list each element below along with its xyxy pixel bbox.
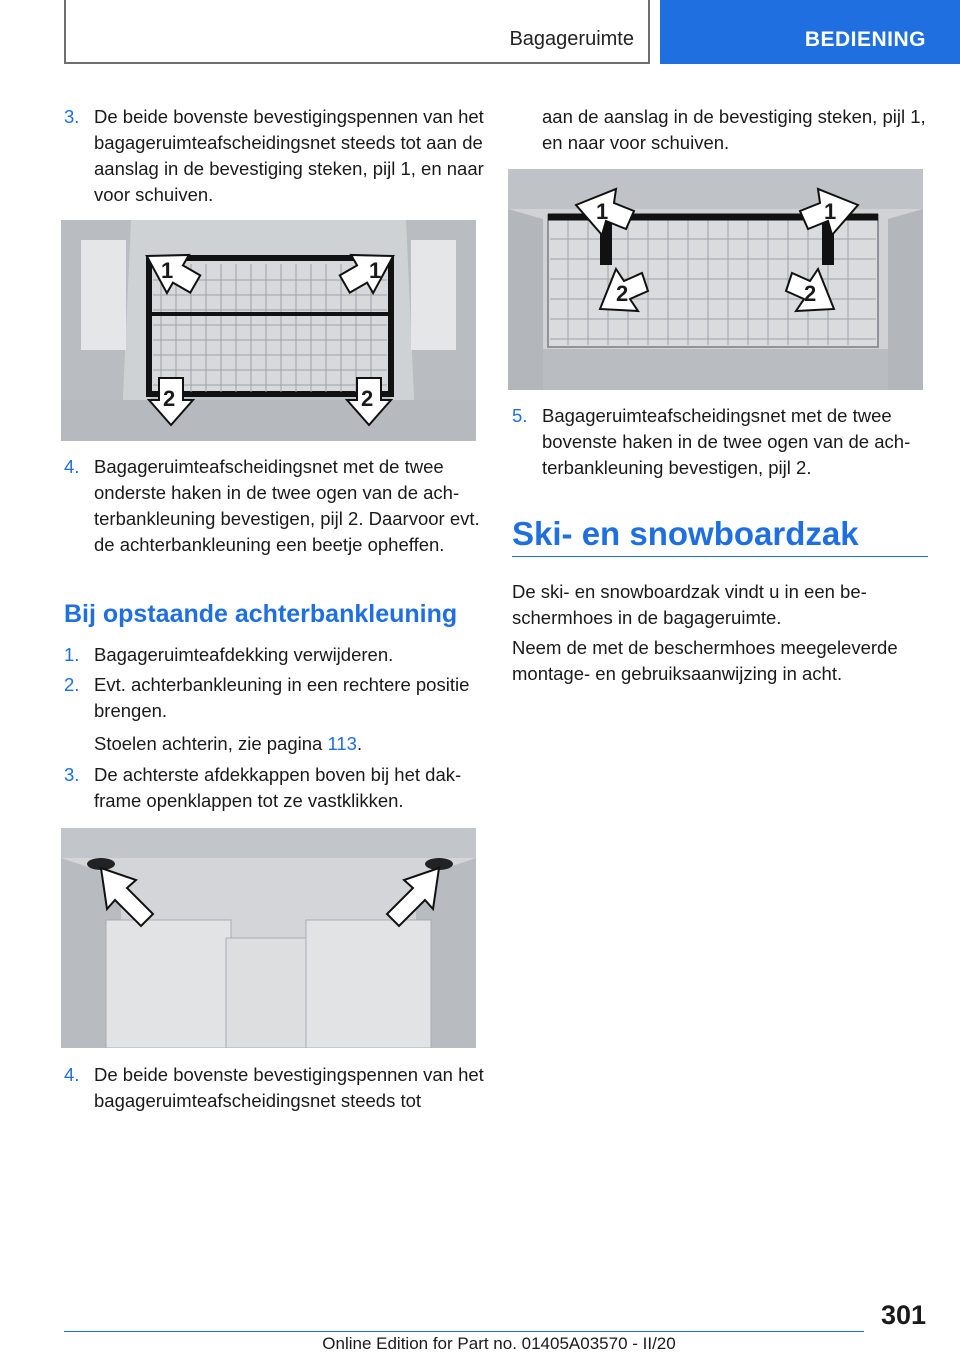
edition-note: Online Edition for Part no. 01405A03570 - II/20 [322, 1334, 676, 1353]
figure-net-upper-hooks [508, 169, 923, 390]
figure-cover-caps [61, 828, 476, 1048]
paragraph: Neem de met de beschermhoes meegeleverde montage- en gebruiksaanwijzing in acht. [512, 637, 898, 684]
section-heading: Bij opstaande achterbankleuning [64, 600, 458, 628]
step-1 [64, 642, 484, 668]
paragraph: De ski- en snowboardzak vindt u in een beschermhoes in de bagageruimte. [512, 581, 867, 628]
step-3-a [64, 104, 484, 208]
step-2 [64, 672, 484, 724]
figure-cover-caps-illustration [61, 828, 476, 1048]
section-title: Bagageruimte [509, 28, 634, 50]
step-5 [512, 403, 932, 481]
section-heading: Ski- en snowboardzak [512, 515, 859, 552]
page-number: 301 [880, 1300, 926, 1330]
step-text: Evt. achterbankleuning in een rechtere positie brengen. [94, 674, 470, 721]
step-text: Bagageruimteafdekking verwijderen. [94, 644, 394, 665]
step-number: 2. [64, 674, 80, 695]
step-number: 4. [64, 1064, 80, 1085]
step-text: Bagageruimteafscheidingsnet met de twee onderste haken in de twee ogen van de achterbankleuning bevestigen, pijl 2. Daarvoor evt. de achterbankleuning een beetje opheffen. [94, 456, 480, 555]
step-number: 3. [64, 106, 80, 127]
arrow-label: 2 [616, 281, 629, 306]
step-text: De beide bovenste bevestigingspennen van het bagageruimteafscheidingsnet steeds tot aan de aanslag in de bevestiging steken, pijl 1, en naar voor schuiven. [94, 106, 484, 205]
step-number: 5. [512, 405, 528, 426]
footer-rule [64, 1331, 864, 1332]
step-number: 3. [64, 764, 80, 785]
arrow-label: 1 [824, 199, 837, 224]
arrow-label: 2 [361, 386, 374, 411]
step-number: 1. [64, 644, 80, 665]
arrow-label: 2 [163, 386, 176, 411]
step-text: De achterste afdekkappen boven bij het dakframe openklappen tot ze vastklikken. [94, 764, 462, 811]
chapter-tab[interactable] [660, 0, 960, 64]
step-number: 4. [64, 456, 80, 477]
cross-reference-end: . [356, 733, 363, 754]
arrow-label: 1 [596, 199, 609, 224]
running-header-box [64, 0, 650, 64]
step-4-b [64, 1062, 484, 1114]
heading-rule [512, 556, 928, 557]
step-4-a [64, 454, 484, 584]
figure-net-hooks-illustration [61, 220, 476, 441]
arrow-label: 2 [804, 281, 817, 306]
cross-reference-text: Stoelen achterin, zie pagina [94, 733, 328, 754]
step-text: Bagageruimteafscheidingsnet met de twee bovenste haken in de twee ogen van de achterbankleuning bevestigen, pijl 2. [542, 405, 911, 478]
arrow-label: 1 [369, 258, 382, 283]
step-4-continued: aan de aanslag in de bevestiging steken, pijl 1, en naar voor schuiven. [542, 106, 926, 153]
step-text: De beide bovenste bevestigingspennen van het bagageruimteafscheidingsnet steeds tot [94, 1064, 484, 1111]
arrow-label: 1 [161, 258, 174, 283]
page-link[interactable]: 113 [327, 733, 357, 754]
cross-reference [94, 731, 484, 757]
step-3-b [64, 762, 484, 814]
figure-net-upper-hooks-illustration [508, 169, 923, 390]
figure-net-hooks [61, 220, 476, 441]
chapter-title: BEDIENING [804, 28, 926, 51]
